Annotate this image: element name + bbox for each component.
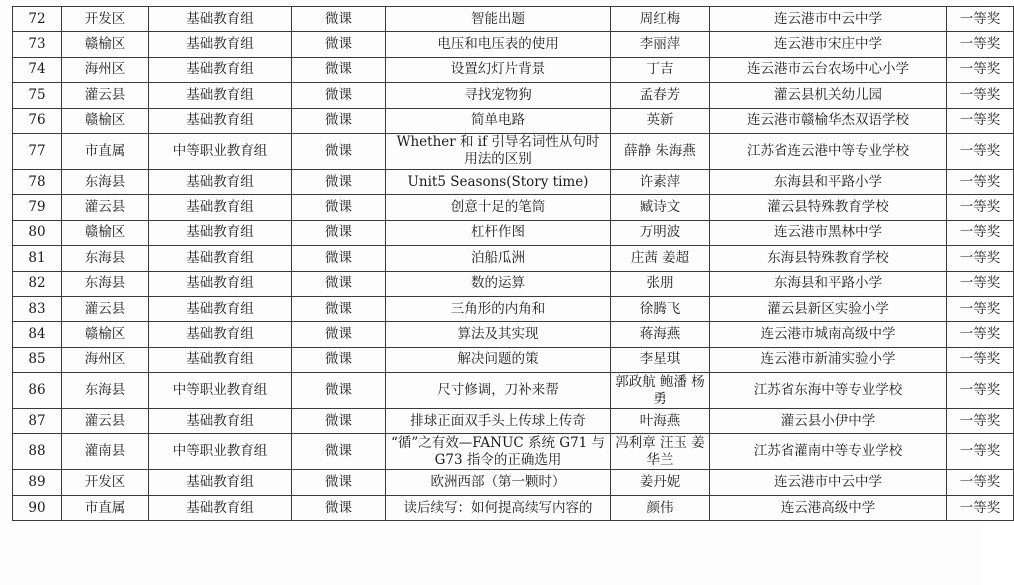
school-cell: 江苏省东海中等专业学校: [710, 373, 947, 409]
awards-table: [12, 6, 1014, 521]
row-number: 90: [13, 495, 62, 520]
row-number: 88: [13, 434, 62, 470]
group-cell: 中等职业教育组: [149, 133, 292, 169]
row-number: 86: [13, 373, 62, 409]
title-cell: 寻找宠物狗: [386, 83, 611, 108]
group-cell: 基础教育组: [149, 32, 292, 57]
category-cell: 微课: [292, 108, 386, 133]
group-cell: 基础教育组: [149, 195, 292, 220]
table-row: [13, 7, 1014, 32]
title-cell: 读后续写：如何提高续写内容的: [386, 495, 611, 520]
group-cell: 基础教育组: [149, 246, 292, 271]
prize-cell: 一等奖: [947, 347, 1014, 372]
awards-table-body: [13, 7, 1014, 521]
author-cell: 周红梅: [611, 7, 710, 32]
row-number: 83: [13, 296, 62, 321]
group-cell: 基础教育组: [149, 57, 292, 82]
prize-cell: 一等奖: [947, 32, 1014, 57]
title-cell: 简单电路: [386, 108, 611, 133]
author-cell: 孟春芳: [611, 83, 710, 108]
school-cell: 灌云县特殊教育学校: [710, 195, 947, 220]
author-cell: 叶海燕: [611, 409, 710, 434]
title-cell: 泊船瓜洲: [386, 246, 611, 271]
title-cell: 创意十足的笔筒: [386, 195, 611, 220]
row-number: 80: [13, 220, 62, 245]
school-cell: 连云港市城南高级中学: [710, 322, 947, 347]
row-number: 78: [13, 169, 62, 194]
district-cell: 海州区: [62, 347, 149, 372]
group-cell: 基础教育组: [149, 7, 292, 32]
row-number: 84: [13, 322, 62, 347]
row-number: 73: [13, 32, 62, 57]
category-cell: 微课: [292, 246, 386, 271]
title-cell: 排球正面双手头上传球上传奇: [386, 409, 611, 434]
school-cell: 灌云县机关幼儿园: [710, 83, 947, 108]
prize-cell: 一等奖: [947, 495, 1014, 520]
group-cell: 基础教育组: [149, 409, 292, 434]
row-number: 79: [13, 195, 62, 220]
category-cell: 微课: [292, 373, 386, 409]
title-cell: 设置幻灯片背景: [386, 57, 611, 82]
district-cell: 赣榆区: [62, 32, 149, 57]
prize-cell: 一等奖: [947, 7, 1014, 32]
table-row: [13, 195, 1014, 220]
category-cell: 微课: [292, 195, 386, 220]
district-cell: 海州区: [62, 57, 149, 82]
title-cell: 数的运算: [386, 271, 611, 296]
table-row: [13, 108, 1014, 133]
author-cell: 英新: [611, 108, 710, 133]
author-cell: 张朋: [611, 271, 710, 296]
title-cell: Unit5 Seasons(Story time): [386, 169, 611, 194]
group-cell: 中等职业教育组: [149, 373, 292, 409]
author-cell: 蒋海燕: [611, 322, 710, 347]
category-cell: 微课: [292, 409, 386, 434]
prize-cell: 一等奖: [947, 195, 1014, 220]
author-cell: 李丽萍: [611, 32, 710, 57]
table-row: [13, 133, 1014, 169]
district-cell: 赣榆区: [62, 108, 149, 133]
prize-cell: 一等奖: [947, 434, 1014, 470]
author-cell: 庄茜 姜超: [611, 246, 710, 271]
district-cell: 东海县: [62, 373, 149, 409]
school-cell: 连云港市新浦实验小学: [710, 347, 947, 372]
category-cell: 微课: [292, 470, 386, 495]
title-cell: “循”之有效—FANUC 系统 G71 与 G73 指令的正确选用: [386, 434, 611, 470]
district-cell: 赣榆区: [62, 322, 149, 347]
row-number: 75: [13, 83, 62, 108]
prize-cell: 一等奖: [947, 108, 1014, 133]
author-cell: 郭政航 鲍潘 杨勇: [611, 373, 710, 409]
title-cell: 电压和电压表的使用: [386, 32, 611, 57]
category-cell: 微课: [292, 495, 386, 520]
table-row: [13, 57, 1014, 82]
author-cell: 万明波: [611, 220, 710, 245]
group-cell: 基础教育组: [149, 83, 292, 108]
school-cell: 连云港市黑林中学: [710, 220, 947, 245]
prize-cell: 一等奖: [947, 322, 1014, 347]
group-cell: 基础教育组: [149, 495, 292, 520]
school-cell: 连云港市赣榆华杰双语学校: [710, 108, 947, 133]
district-cell: 赣榆区: [62, 220, 149, 245]
prize-cell: 一等奖: [947, 470, 1014, 495]
school-cell: 江苏省连云港中等专业学校: [710, 133, 947, 169]
table-row: [13, 347, 1014, 372]
category-cell: 微课: [292, 434, 386, 470]
author-cell: 姜丹妮: [611, 470, 710, 495]
school-cell: 东海县和平路小学: [710, 169, 947, 194]
table-row: [13, 373, 1014, 409]
row-number: 87: [13, 409, 62, 434]
table-row: [13, 495, 1014, 520]
category-cell: 微课: [292, 322, 386, 347]
table-row: [13, 271, 1014, 296]
row-number: 74: [13, 57, 62, 82]
author-cell: 臧诗文: [611, 195, 710, 220]
table-row: [13, 169, 1014, 194]
school-cell: 连云港市云台农场中心小学: [710, 57, 947, 82]
group-cell: 基础教育组: [149, 271, 292, 296]
title-cell: 解决问题的策: [386, 347, 611, 372]
prize-cell: 一等奖: [947, 220, 1014, 245]
author-cell: 李星琪: [611, 347, 710, 372]
title-cell: 杠杆作图: [386, 220, 611, 245]
title-cell: Whether 和 if 引导名词性从句时用法的区别: [386, 133, 611, 169]
group-cell: 基础教育组: [149, 322, 292, 347]
group-cell: 基础教育组: [149, 296, 292, 321]
school-cell: 连云港高级中学: [710, 495, 947, 520]
author-cell: 许素萍: [611, 169, 710, 194]
prize-cell: 一等奖: [947, 409, 1014, 434]
group-cell: 基础教育组: [149, 470, 292, 495]
table-row: [13, 296, 1014, 321]
district-cell: 开发区: [62, 470, 149, 495]
school-cell: 连云港市中云中学: [710, 7, 947, 32]
prize-cell: 一等奖: [947, 83, 1014, 108]
school-cell: 东海县和平路小学: [710, 271, 947, 296]
district-cell: 灌南县: [62, 434, 149, 470]
title-cell: 智能出题: [386, 7, 611, 32]
table-row: [13, 409, 1014, 434]
row-number: 89: [13, 470, 62, 495]
category-cell: 微课: [292, 133, 386, 169]
title-cell: 三角形的内角和: [386, 296, 611, 321]
district-cell: 灌云县: [62, 409, 149, 434]
row-number: 77: [13, 133, 62, 169]
prize-cell: 一等奖: [947, 246, 1014, 271]
district-cell: 灌云县: [62, 83, 149, 108]
school-cell: 灌云县小伊中学: [710, 409, 947, 434]
row-number: 72: [13, 7, 62, 32]
group-cell: 基础教育组: [149, 108, 292, 133]
category-cell: 微课: [292, 296, 386, 321]
table-row: [13, 32, 1014, 57]
school-cell: 连云港市中云中学: [710, 470, 947, 495]
group-cell: 基础教育组: [149, 169, 292, 194]
prize-cell: 一等奖: [947, 169, 1014, 194]
district-cell: 东海县: [62, 271, 149, 296]
group-cell: 基础教育组: [149, 220, 292, 245]
group-cell: 中等职业教育组: [149, 434, 292, 470]
school-cell: 连云港市宋庄中学: [710, 32, 947, 57]
category-cell: 微课: [292, 57, 386, 82]
prize-cell: 一等奖: [947, 57, 1014, 82]
table-row: [13, 220, 1014, 245]
author-cell: 丁吉: [611, 57, 710, 82]
row-number: 82: [13, 271, 62, 296]
district-cell: 东海县: [62, 169, 149, 194]
author-cell: 徐腾飞: [611, 296, 710, 321]
school-cell: 江苏省灌南中等专业学校: [710, 434, 947, 470]
district-cell: 市直属: [62, 133, 149, 169]
prize-cell: 一等奖: [947, 296, 1014, 321]
title-cell: 欧洲西部（第一颗时）: [386, 470, 611, 495]
school-cell: 灌云县新区实验小学: [710, 296, 947, 321]
district-cell: 市直属: [62, 495, 149, 520]
category-cell: 微课: [292, 7, 386, 32]
prize-cell: 一等奖: [947, 133, 1014, 169]
author-cell: 薛静 朱海燕: [611, 133, 710, 169]
table-row: [13, 322, 1014, 347]
row-number: 81: [13, 246, 62, 271]
category-cell: 微课: [292, 220, 386, 245]
row-number: 76: [13, 108, 62, 133]
prize-cell: 一等奖: [947, 271, 1014, 296]
category-cell: 微课: [292, 83, 386, 108]
school-cell: 东海县特殊教育学校: [710, 246, 947, 271]
category-cell: 微课: [292, 169, 386, 194]
district-cell: 灌云县: [62, 195, 149, 220]
table-row: [13, 246, 1014, 271]
table-row: [13, 83, 1014, 108]
author-cell: 颜伟: [611, 495, 710, 520]
category-cell: 微课: [292, 32, 386, 57]
district-cell: 灌云县: [62, 296, 149, 321]
title-cell: 尺寸修调，刀补来帮: [386, 373, 611, 409]
row-number: 85: [13, 347, 62, 372]
district-cell: 开发区: [62, 7, 149, 32]
table-row: [13, 470, 1014, 495]
category-cell: 微课: [292, 271, 386, 296]
author-cell: 冯利章 汪玉 姜华兰: [611, 434, 710, 470]
title-cell: 算法及其实现: [386, 322, 611, 347]
district-cell: 东海县: [62, 246, 149, 271]
category-cell: 微课: [292, 347, 386, 372]
group-cell: 基础教育组: [149, 347, 292, 372]
table-row: [13, 434, 1014, 470]
prize-cell: 一等奖: [947, 373, 1014, 409]
